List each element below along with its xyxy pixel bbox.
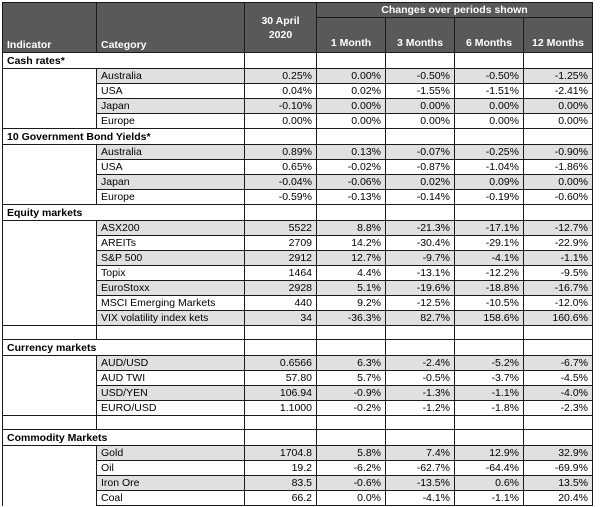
change-cell: 0.00% [317,99,386,114]
section-header-row [3,205,593,221]
change-cell: 0.02% [386,175,455,190]
section-empty-cell [386,340,455,356]
indicator-cell [3,386,97,401]
change-cell: -0.60% [524,190,593,205]
section-empty-cell [245,129,317,145]
indicator-cell [3,251,97,266]
change-cell: 5.7% [317,371,386,386]
section-empty-cell [245,205,317,221]
value-cell: 2912 [245,251,317,266]
change-cell: -2.4% [386,356,455,371]
table-row [3,175,593,190]
category-cell: Coal [97,491,245,506]
value-cell: 19.2 [245,461,317,476]
section-empty-cell [524,205,593,221]
change-cell: -19.6% [386,281,455,296]
change-cell: -6.7% [524,356,593,371]
change-cell: -0.9% [317,386,386,401]
header-period-3m: 3 Months [386,18,455,53]
section-title: Equity markets [3,205,245,221]
blank-cell [317,416,386,430]
change-cell: -0.07% [386,145,455,160]
indicator-cell [3,160,97,175]
section-empty-cell [455,129,524,145]
change-cell: 0.00% [455,114,524,129]
change-cell: -12.2% [455,266,524,281]
change-cell: -0.5% [386,371,455,386]
value-cell: -0.04% [245,175,317,190]
section-empty-cell [524,129,593,145]
change-cell: -12.0% [524,296,593,311]
change-cell: -0.6% [317,476,386,491]
change-cell: 0.09% [455,175,524,190]
change-cell: -1.55% [386,84,455,99]
change-cell: -64.4% [455,461,524,476]
change-cell: -9.7% [386,251,455,266]
change-cell: 0.00% [386,114,455,129]
category-cell: MSCI Emerging Markets [97,296,245,311]
change-cell: 7.4% [386,446,455,461]
header-date [245,3,317,53]
header-period-6m: 6 Months [455,18,524,53]
indicator-cell [3,190,97,205]
indicator-cell [3,446,97,461]
change-cell: -22.9% [524,236,593,251]
market-indicators-table-container [2,2,593,506]
change-cell: -1.1% [455,491,524,506]
indicator-cell [3,296,97,311]
change-cell: -0.06% [317,175,386,190]
change-cell: 0.00% [386,99,455,114]
section-empty-cell [386,205,455,221]
section-empty-cell [386,430,455,446]
change-cell: -0.2% [317,401,386,416]
indicator-cell [3,371,97,386]
section-empty-cell [524,340,593,356]
indicator-cell [3,356,97,371]
change-cell: 0.0% [317,491,386,506]
value-cell: 0.04% [245,84,317,99]
section-empty-cell [245,53,317,69]
value-cell: 1704.8 [245,446,317,461]
table-row [3,221,593,236]
value-cell: 66.2 [245,491,317,506]
indicator-cell [3,491,97,506]
category-cell: USA [97,160,245,175]
indicator-cell [3,99,97,114]
table-row [3,236,593,251]
category-cell: USD/YEN [97,386,245,401]
change-cell: -13.5% [386,476,455,491]
change-cell: -10.5% [455,296,524,311]
value-cell: 0.00% [245,114,317,129]
header-period-12m: 12 Months [524,18,593,53]
section-empty-cell [455,205,524,221]
indicator-cell [3,401,97,416]
market-indicators-table [2,2,593,506]
table-body [3,53,593,506]
change-cell: 9.2% [317,296,386,311]
blank-cell [524,416,593,430]
section-header-row [3,430,593,446]
blank-row [3,326,593,340]
change-cell: -17.1% [455,221,524,236]
section-empty-cell [245,430,317,446]
indicator-cell [3,266,97,281]
change-cell: -9.5% [524,266,593,281]
indicator-cell [3,281,97,296]
change-cell: 0.02% [317,84,386,99]
change-cell: -18.8% [455,281,524,296]
section-empty-cell [317,430,386,446]
category-cell: EuroStoxx [97,281,245,296]
section-empty-cell [317,340,386,356]
value-cell: 440 [245,296,317,311]
table-row [3,296,593,311]
section-empty-cell [317,53,386,69]
value-cell: -0.10% [245,99,317,114]
change-cell: -16.7% [524,281,593,296]
header-changes: Changes over periods shown [317,3,593,18]
change-cell: -6.2% [317,461,386,476]
category-cell: AUD TWI [97,371,245,386]
table-row [3,401,593,416]
section-title: Currency markets [3,340,245,356]
indicator-cell [3,311,97,326]
change-cell: 5.1% [317,281,386,296]
change-cell: 160.6% [524,311,593,326]
category-cell: Japan [97,175,245,190]
table-header [3,3,593,53]
change-cell: 0.00% [317,114,386,129]
value-cell: 1.1000 [245,401,317,416]
indicator-cell [3,175,97,190]
section-empty-cell [245,340,317,356]
change-cell: -69.9% [524,461,593,476]
category-cell: Australia [97,145,245,160]
value-cell: 5522 [245,221,317,236]
section-empty-cell [455,430,524,446]
table-row [3,311,593,326]
change-cell: -4.0% [524,386,593,401]
category-cell: Australia [97,69,245,84]
change-cell: -0.13% [317,190,386,205]
change-cell: -29.1% [455,236,524,251]
category-cell: Gold [97,446,245,461]
change-cell: -12.7% [524,221,593,236]
change-cell: -12.5% [386,296,455,311]
change-cell: 20.4% [524,491,593,506]
category-cell: EURO/USD [97,401,245,416]
change-cell: -21.3% [386,221,455,236]
change-cell: 32.9% [524,446,593,461]
table-row [3,145,593,160]
section-empty-cell [455,340,524,356]
category-cell: AREITs [97,236,245,251]
table-row [3,84,593,99]
change-cell: -1.86% [524,160,593,175]
table-row [3,386,593,401]
change-cell: 4.4% [317,266,386,281]
section-empty-cell [386,129,455,145]
table-row [3,69,593,84]
blank-cell [3,416,97,430]
value-cell: -0.59% [245,190,317,205]
change-cell: 82.7% [386,311,455,326]
change-cell: -1.25% [524,69,593,84]
value-cell: 83.5 [245,476,317,491]
change-cell: 8.8% [317,221,386,236]
header-date-line1: 30 April [261,14,300,27]
change-cell: 0.00% [524,114,593,129]
section-empty-cell [524,430,593,446]
value-cell: 0.25% [245,69,317,84]
blank-row [3,416,593,430]
table-row [3,114,593,129]
change-cell: -4.5% [524,371,593,386]
section-header-row [3,53,593,69]
table-row [3,461,593,476]
section-header-row [3,340,593,356]
blank-cell [455,416,524,430]
section-title: 10 Government Bond Yields* [3,129,245,145]
header-period-1m: 1 Month [317,18,386,53]
section-empty-cell [524,53,593,69]
indicator-cell [3,145,97,160]
change-cell: 158.6% [455,311,524,326]
change-cell: -3.7% [455,371,524,386]
change-cell: 0.6% [455,476,524,491]
change-cell: 0.00% [455,99,524,114]
table-row [3,160,593,175]
header-indicator: Indicator [3,3,97,53]
change-cell: 12.7% [317,251,386,266]
category-cell: USA [97,84,245,99]
change-cell: 13.5% [524,476,593,491]
indicator-cell [3,114,97,129]
change-cell: -2.41% [524,84,593,99]
indicator-cell [3,69,97,84]
table-row [3,281,593,296]
blank-cell [524,326,593,340]
change-cell: 0.00% [524,175,593,190]
change-cell: -2.3% [524,401,593,416]
change-cell: 12.9% [455,446,524,461]
indicator-cell [3,461,97,476]
change-cell: -1.1% [455,386,524,401]
change-cell: -5.2% [455,356,524,371]
header-date-line2: 2020 [268,28,293,41]
category-cell: AUD/USD [97,356,245,371]
category-cell: S&P 500 [97,251,245,266]
blank-cell [3,326,97,340]
table-row [3,491,593,506]
change-cell: -0.90% [524,145,593,160]
category-cell: Oil [97,461,245,476]
section-empty-cell [317,129,386,145]
value-cell: 0.89% [245,145,317,160]
change-cell: -1.04% [455,160,524,175]
value-cell: 57.80 [245,371,317,386]
table-row [3,446,593,461]
change-cell: 5.8% [317,446,386,461]
table-row [3,356,593,371]
section-header-row [3,129,593,145]
blank-cell [386,326,455,340]
value-cell: 0.6566 [245,356,317,371]
change-cell: -0.25% [455,145,524,160]
category-cell: ASX200 [97,221,245,236]
category-cell: Japan [97,99,245,114]
change-cell: -0.50% [455,69,524,84]
blank-cell [455,326,524,340]
section-title: Commodity Markets [3,430,245,446]
change-cell: -4.1% [386,491,455,506]
change-cell: -0.50% [386,69,455,84]
change-cell: -0.87% [386,160,455,175]
category-cell: Europe [97,190,245,205]
section-empty-cell [455,53,524,69]
change-cell: -1.2% [386,401,455,416]
indicator-cell [3,236,97,251]
value-cell: 34 [245,311,317,326]
change-cell: -36.3% [317,311,386,326]
change-cell: 0.13% [317,145,386,160]
value-cell: 1464 [245,266,317,281]
change-cell: -13.1% [386,266,455,281]
change-cell: -1.3% [386,386,455,401]
change-cell: -62.7% [386,461,455,476]
blank-cell [97,326,245,340]
blank-cell [386,416,455,430]
blank-cell [245,416,317,430]
header-category: Category [97,3,245,53]
change-cell: -0.19% [455,190,524,205]
section-empty-cell [386,53,455,69]
category-cell: Europe [97,114,245,129]
section-empty-cell [317,205,386,221]
indicator-cell [3,84,97,99]
change-cell: -0.14% [386,190,455,205]
table-row [3,99,593,114]
change-cell: -0.02% [317,160,386,175]
change-cell: 6.3% [317,356,386,371]
change-cell: 0.00% [524,99,593,114]
indicator-cell [3,221,97,236]
change-cell: -1.51% [455,84,524,99]
change-cell: 0.00% [317,69,386,84]
table-row [3,190,593,205]
value-cell: 2928 [245,281,317,296]
indicator-cell [3,476,97,491]
change-cell: -1.8% [455,401,524,416]
blank-cell [317,326,386,340]
section-title: Cash rates* [3,53,245,69]
value-cell: 2709 [245,236,317,251]
change-cell: -1.1% [524,251,593,266]
category-cell: Topix [97,266,245,281]
table-row [3,476,593,491]
table-row [3,266,593,281]
category-cell: VIX volatility index kets [97,311,245,326]
change-cell: 14.2% [317,236,386,251]
value-cell: 0.65% [245,160,317,175]
change-cell: -4.1% [455,251,524,266]
change-cell: -30.4% [386,236,455,251]
blank-cell [245,326,317,340]
category-cell: Iron Ore [97,476,245,491]
table-row [3,251,593,266]
value-cell: 106.94 [245,386,317,401]
blank-cell [97,416,245,430]
table-row [3,371,593,386]
